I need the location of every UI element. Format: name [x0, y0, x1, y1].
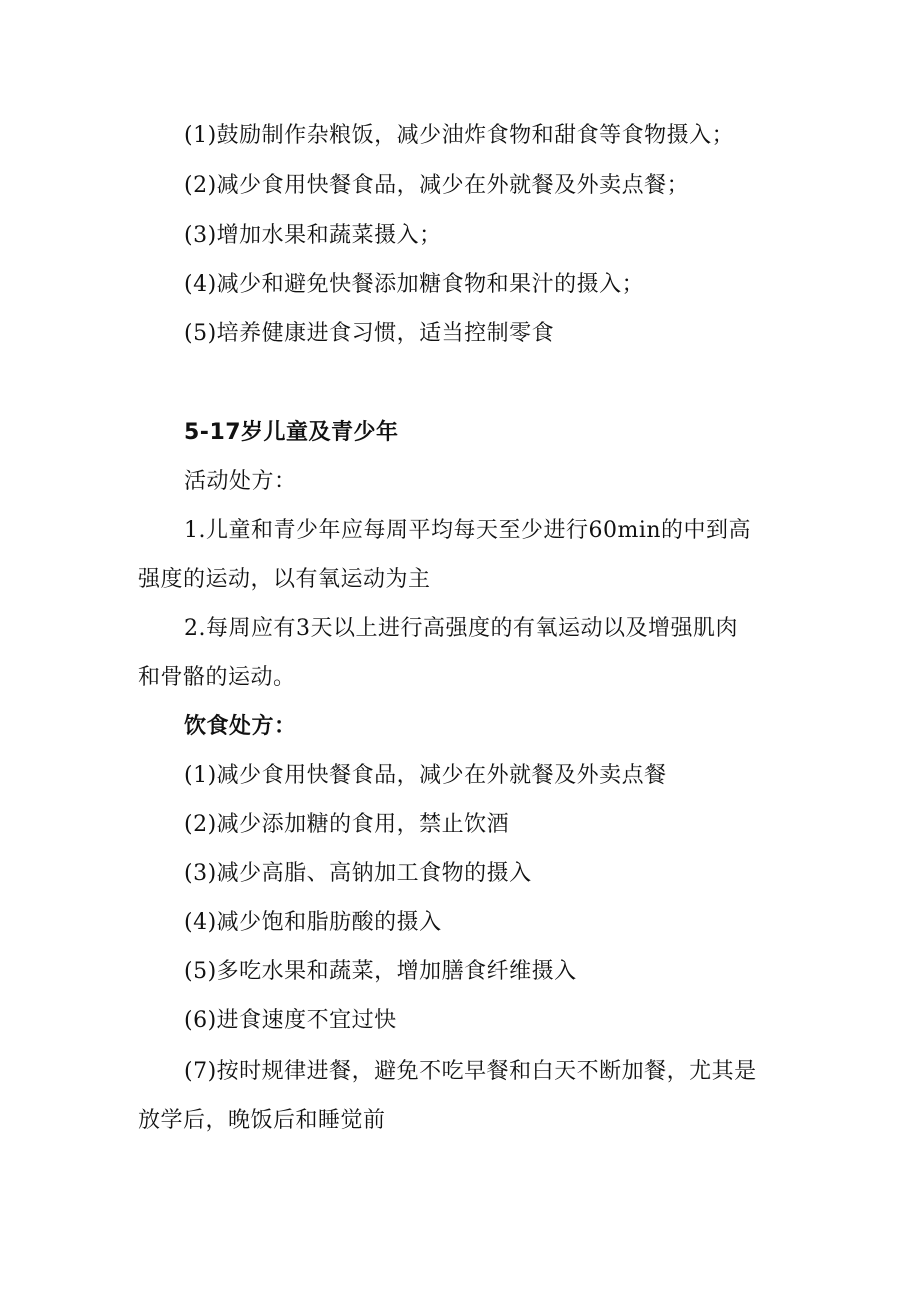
activity-item-1-line2: 强度的运动，以有氧运动为主: [138, 567, 431, 592]
diet-item-7-line2: 放学后，晚饭后和睡觉前: [138, 1108, 386, 1133]
diet-item-6: (6)进食速度不宜过快: [184, 1008, 397, 1033]
top-list-item-1: (1)鼓励制作杂粮饭，减少油炸食物和甜食等食物摄入；: [184, 123, 735, 148]
top-list-item-5: (5)培养健康进食习惯，适当控制零食: [184, 321, 555, 346]
activity-item-2-line2: 和骨骼的运动。: [138, 665, 296, 690]
activity-item-2-line1: 2.每周应有3天以上进行高强度的有氧运动以及增强肌肉: [184, 616, 738, 641]
diet-item-7-line1: (7)按时规律进餐，避免不吃早餐和白天不断加餐，尤其是: [184, 1059, 757, 1084]
top-list-item-4: (4)减少和避免快餐添加糖食物和果汁的摄入；: [184, 272, 645, 297]
top-list-item-3: (3)增加水果和蔬菜摄入；: [184, 223, 442, 248]
diet-item-1: (1)减少食用快餐食品，减少在外就餐及外卖点餐: [184, 763, 667, 788]
section-title: 5-17岁儿童及青少年: [184, 420, 399, 445]
diet-heading: 饮食处方：: [184, 714, 297, 739]
diet-item-3: (3)减少高脂、高钠加工食物的摄入: [184, 861, 532, 886]
diet-item-5: (5)多吃水果和蔬菜，增加膳食纤维摄入: [184, 959, 577, 984]
diet-item-4: (4)减少饱和脂肪酸的摄入: [184, 910, 442, 935]
activity-item-1-line1: 1.儿童和青少年应每周平均每天至少进行60min的中到高: [184, 518, 752, 543]
activity-heading: 活动处方：: [184, 469, 297, 494]
top-list-item-2: (2)减少食用快餐食品，减少在外就餐及外卖点餐；: [184, 173, 690, 198]
diet-item-2: (2)减少添加糖的食用，禁止饮酒: [184, 812, 510, 837]
